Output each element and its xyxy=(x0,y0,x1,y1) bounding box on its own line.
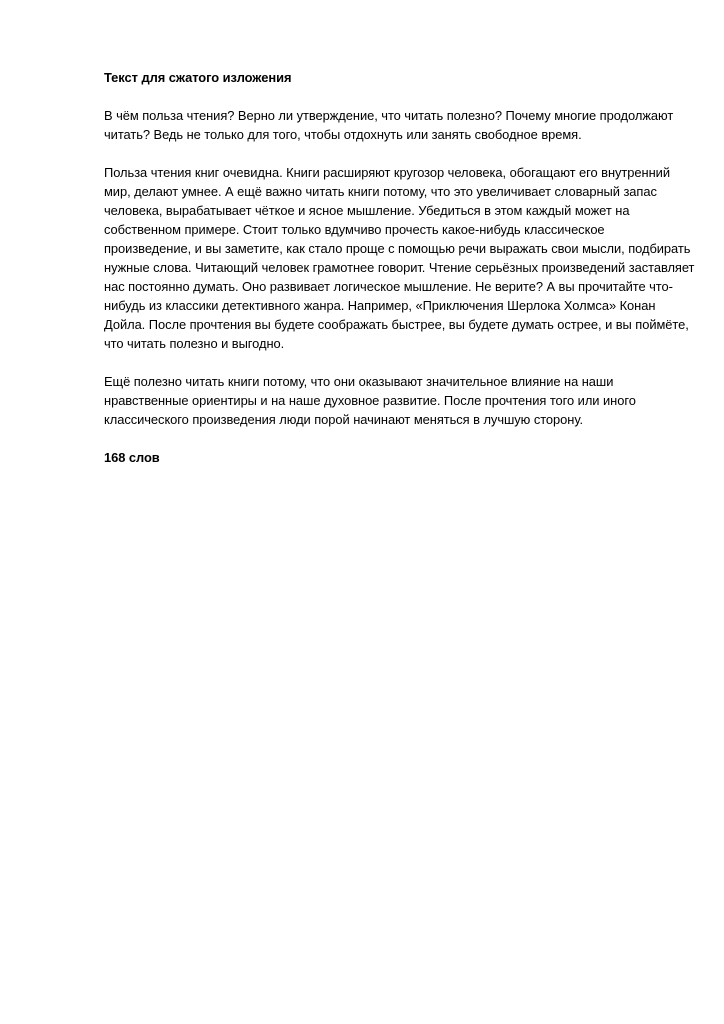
paragraph-line: нужные слова. Читающий человек грамотнее говорит. Чтение серьёзных произведений заставляет xyxy=(104,260,695,275)
paragraph-line: классического произведения люди порой начинают меняться в лучшую сторону. xyxy=(104,412,583,427)
paragraph-line: собственном примере. Стоит только вдумчиво прочесть какое-нибудь классическое xyxy=(104,222,605,237)
paragraph-1 xyxy=(104,106,674,144)
paragraph-line: человека, вырабатывает чёткое и ясное мышление. Убедиться в этом каждый может на xyxy=(104,203,630,218)
paragraph-line: Дойла. После прочтения вы будете соображать быстрее, вы будете думать острее, и вы поймёте, xyxy=(104,317,689,332)
paragraph-line: произведение, и вы заметите, как стало проще с помощью речи выражать свои мысли, подбирать xyxy=(104,241,691,256)
paragraph-2 xyxy=(104,163,695,353)
paragraph-line: нравственные ориентиры и на наше духовное развитие. После прочтения того или иного xyxy=(104,393,636,408)
paragraph-line: Ещё полезно читать книги потому, что они оказывают значительное влияние на наши xyxy=(104,374,614,389)
paragraph-line: нас постоянно думать. Оно развивает логическое мышление. Не верите? А вы прочитайте что- xyxy=(104,279,673,294)
paragraph-line: В чём польза чтения? Верно ли утверждение, что читать полезно? Почему многие продолжают xyxy=(104,108,674,123)
document-title: Текст для сжатого изложения xyxy=(104,70,292,85)
paragraph-line: нибудь из классики детективного жанра. Например, «Приключения Шерлока Холмса» Конан xyxy=(104,298,656,313)
paragraph-line: читать? Ведь не только для того, чтобы отдохнуть или занять свободное время. xyxy=(104,127,582,142)
paragraph-line: Польза чтения книг очевидна. Книги расширяют кругозор человека, обогащают его внутренний xyxy=(104,165,670,180)
paragraph-3 xyxy=(104,372,636,429)
word-count: 168 слов xyxy=(104,450,160,465)
paragraph-line: мир, делают умнее. А ещё важно читать книги потому, что это увеличивает словарный запас xyxy=(104,184,657,199)
paragraph-line: что читать полезно и выгодно. xyxy=(104,336,285,351)
document-body xyxy=(104,68,695,467)
